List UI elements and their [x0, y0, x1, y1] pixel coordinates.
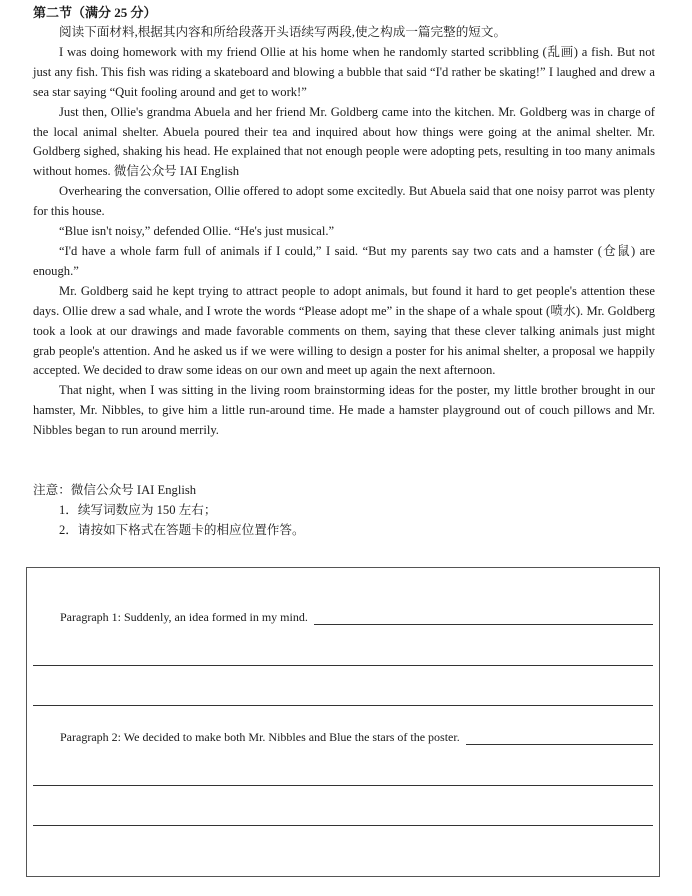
passage-paragraph: “Blue isn't noisy,” defended Ollie. “He's just musical.” [59, 224, 335, 239]
paragraph2-writing-line[interactable] [466, 732, 653, 745]
instruction-text: 阅读下面材料,根据其内容和所给段落开头语续写两段,使之构成一篇完整的短文。 [59, 25, 507, 39]
paragraph2-prompt: Paragraph 2: We decided to make both Mr. Nibbles and Blue the stars of the poster. [60, 730, 460, 744]
passage-paragraph: “I'd have a whole farm full of animals if I could,” I said. “But my parents say two cats and a hamster (仓鼠) are enough.” [33, 243, 655, 278]
paragraph2-row [27, 730, 659, 745]
paragraph1-row [27, 610, 659, 625]
passage-paragraph: Mr. Goldberg said he kept trying to attract people to adopt animals, but found it hard to get people's attention these days. Ollie drew a sad whale, and I wrote the words “Please adopt me” in the shape of a whale spout (喷水). Mr. Goldberg took a look at our drawings and made favorable comments on them, saying that these clever talking animals just might grab people's attention. And he asked us if we were willing to design a poster for his animal shelter, a proposal we happily accepted. We decided to draw some ideas on our own and meet up again the next afternoon. [33, 283, 655, 378]
note-item: 2．请按如下格式在答题卡的相应位置作答。 [59, 522, 305, 537]
notes-section [33, 481, 655, 541]
paragraph1-writing-line[interactable] [314, 612, 653, 625]
reading-material [33, 3, 655, 441]
writing-line[interactable] [33, 785, 653, 786]
passage-paragraph: Overhearing the conversation, Ollie offered to adopt some excitedly. But Abuela said that one noisy parrot was plenty for this house. [33, 184, 655, 219]
writing-line[interactable] [33, 665, 653, 666]
section-title: 第二节（满分 25 分） [33, 5, 157, 20]
passage-paragraph: Just then, Ollie's grandma Abuela and her friend Mr. Goldberg came into the kitchen. Mr. Goldberg was in charge of the local animal shelter. Abuela poured their tea and inquired about how things were going at the animal shelter. Mr. Goldberg sighed, shaking his head. He explained that not enough people were adopting pets, resulting in too many animals without homes. 微信公众号 IAI English [33, 104, 655, 179]
writing-line[interactable] [33, 705, 653, 706]
passage-paragraph: I was doing homework with my friend Ollie at his home when he randomly started scribbling (乱画) a fish. But not just any fish. This fish was riding a skateboard and blowing a bubble that said “I'd rather be skating!” I laughed and drew a sea star saying “Quit fooling around and get to work!” [33, 44, 655, 99]
passage-paragraph: That night, when I was sitting in the living room brainstorming ideas for the poster, my little brother brought in our hamster, Mr. Nibbles, to give him a little run-around time. He made a hamster playground out of couch pillows and Mr. Nibbles began to run around merrily. [33, 383, 655, 438]
notes-heading: 注意：微信公众号 IAI English [33, 483, 197, 497]
answer-box [26, 567, 660, 877]
writing-line[interactable] [33, 825, 653, 826]
paragraph1-prompt: Paragraph 1: Suddenly, an idea formed in my mind. [60, 610, 308, 624]
note-item: 1．续写词数应为 150 左右； [59, 502, 217, 517]
